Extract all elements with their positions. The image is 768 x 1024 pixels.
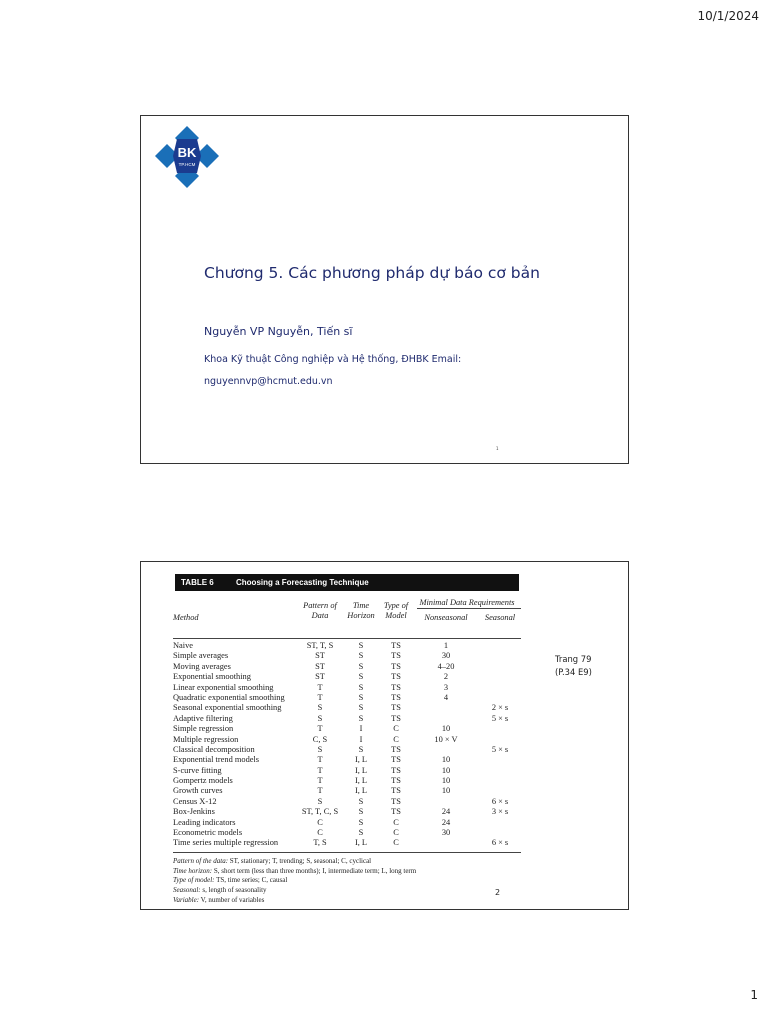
table-row [173,838,521,848]
logo-text: BK [177,145,197,160]
note-label: Variable: [173,896,200,904]
table-row [173,641,521,651]
cell-method: Naive [173,641,193,650]
cell-horizon: I [359,724,363,734]
cell-horizon: S [358,682,364,692]
table-row [173,828,521,838]
logo-subtext: TP.HCM [178,162,196,167]
cell-horizon: S [358,744,364,754]
cell-pattern: S [317,703,323,713]
col-header-model [381,601,411,621]
cell-nonseasonal: 4 [443,692,449,702]
cell-pattern: T [317,755,323,765]
side-note [555,653,592,679]
cell-method: Time series multiple regression [173,838,279,848]
cell-model: TS [391,744,401,754]
col-header-horizon-line2: Horizon [347,611,375,620]
email-line: nguyennvp@hcmut.edu.vn [204,376,333,387]
cell-method: Classical decomposition [173,744,255,754]
cell-pattern: ST [315,672,325,682]
table-row [173,745,521,755]
table-row [173,797,521,807]
cell-method: Leading indicators [173,817,236,827]
cell-method: Simple regression [173,724,234,734]
table-row [173,724,521,734]
cell-horizon: S [358,641,364,650]
cell-nonseasonal: 10 × V [434,734,458,744]
cell-model: C [393,828,399,838]
table-row [173,755,521,765]
col-header-pattern-line2: Data [311,611,329,620]
table-label: TABLE 6 [181,578,214,587]
cell-seasonal: 2 × s [491,703,509,713]
cell-horizon: S [358,661,364,671]
cell-horizon: S [358,672,364,682]
table-title-bar [175,574,519,591]
note-line [173,896,521,906]
cell-pattern: C, S [312,734,328,744]
slide-2 [140,561,629,910]
slide-number: 1 [496,446,499,451]
cell-horizon: S [358,692,364,702]
cell-horizon: S [358,796,364,806]
table-row [173,651,521,661]
note-label: Type of model: [173,876,215,885]
col-header-model-line2: Model [385,611,407,620]
cell-pattern: ST, T, C, S [301,807,339,817]
cell-horizon: S [358,703,364,713]
cell-nonseasonal: 10 [441,724,451,734]
cell-horizon: S [358,651,364,661]
cell-nonseasonal: 10 [441,776,451,786]
col-header-nonseasonal: Nonseasonal [424,613,468,622]
cell-method: Seasonal exponential smoothing [173,703,282,713]
cell-seasonal: 6 × s [491,838,509,848]
cell-pattern: ST, T, S [306,641,334,650]
cell-pattern: C [317,817,323,827]
side-note-line2: (P.34 E9) [555,667,592,677]
cell-method: Exponential smoothing [173,672,251,682]
cell-nonseasonal: 10 [441,755,451,765]
cell-seasonal: 5 × s [491,744,509,754]
cell-nonseasonal: 30 [441,651,451,661]
table-row [173,735,521,745]
cell-pattern: T [317,682,323,692]
col-header-minimal: Minimal Data Requirements [419,598,515,607]
note-line [173,857,521,867]
slide-1 [140,115,629,464]
cell-method: S-curve fitting [173,765,222,775]
cell-method: Exponential trend models [173,755,260,765]
page-number: 1 [750,988,758,1002]
page-date: 10/1/2024 [697,9,759,23]
table-row [173,703,521,713]
cell-model: TS [391,786,401,796]
forecasting-table [173,598,521,906]
table-row [173,714,521,724]
note-text: S, short term (less than three months); I, intermediate term; L, long term [212,866,417,875]
col-header-method: Method [173,613,199,622]
cell-nonseasonal: 24 [441,807,451,817]
cell-method: Gompertz models [173,776,233,786]
col-header-horizon-line1: Time [352,601,370,610]
cell-model: C [393,838,399,848]
cell-seasonal: 5 × s [491,713,509,723]
slide-number-2: 2 [495,888,501,897]
table-row [173,776,521,786]
table-row [173,662,521,672]
cell-method: Quadratic exponential smoothing [173,692,285,702]
cell-model: C [393,734,399,744]
note-line [173,867,521,877]
cell-horizon: I [359,734,363,744]
cell-nonseasonal: 10 [441,765,451,775]
cell-seasonal: 3 × s [491,807,509,817]
header-divider [417,608,521,609]
side-note-line1: Trang 79 [555,654,592,664]
table-row [173,672,521,682]
cell-nonseasonal: 10 [441,786,451,796]
cell-pattern: S [317,713,323,723]
col-header-model-line1: Type of [383,601,409,610]
note-line [173,886,521,896]
cell-model: TS [391,713,401,723]
cell-model: C [393,817,399,827]
cell-pattern: T, S [313,838,327,848]
cell-model: TS [391,755,401,765]
table-row [173,807,521,817]
note-text: s, length of seasonality [200,886,267,895]
bk-logo [155,126,219,188]
table-row [173,786,521,796]
cell-nonseasonal: 4–20 [437,661,455,671]
cell-pattern: S [317,796,323,806]
note-label: Seasonal: [173,886,201,895]
cell-method: Simple averages [173,651,229,661]
cell-model: TS [391,807,401,817]
cell-pattern: T [317,724,323,734]
cell-nonseasonal: 30 [441,828,451,838]
cell-pattern: T [317,692,323,702]
slide-title: Chương 5. Các phương pháp dự báo cơ bản [204,264,540,282]
cell-model: TS [391,796,401,806]
table-notes [173,857,521,906]
cell-horizon: I, L [354,838,368,848]
department-line: Khoa Kỹ thuật Công nghiệp và Hệ thống, ĐHBK Email: [204,354,462,365]
note-text: ST, stationary; T, trending; S, seasonal; C, cyclical [228,856,372,865]
cell-method: Moving averages [173,661,231,671]
table-row [173,693,521,703]
col-header-seasonal: Seasonal [484,613,516,622]
cell-method: Linear exponential smoothing [173,682,274,692]
note-text: TS, time series; C, causal [214,876,288,885]
cell-horizon: I, L [354,776,368,786]
cell-nonseasonal: 2 [443,672,449,682]
cell-nonseasonal: 3 [443,682,449,692]
cell-horizon: S [358,807,364,817]
cell-model: TS [391,682,401,692]
cell-method: Adaptive filtering [173,713,233,723]
cell-method: Box-Jenkins [173,807,215,817]
cell-model: C [393,724,399,734]
note-label: Time horizon: [173,866,213,875]
table-row [173,683,521,693]
cell-pattern: T [317,776,323,786]
col-header-pattern-line1: Pattern of [303,601,337,610]
cell-horizon: S [358,828,364,838]
note-text: V, number of variables [199,896,265,904]
cell-horizon: I, L [354,765,368,775]
table-row [173,766,521,776]
col-header-pattern [297,601,343,621]
cell-model: TS [391,703,401,713]
cell-horizon: S [358,713,364,723]
cell-horizon: I, L [354,786,368,796]
cell-pattern: ST [315,651,325,661]
cell-method: Growth curves [173,786,223,796]
cell-model: TS [391,641,401,650]
cell-model: TS [391,692,401,702]
table-body [173,639,521,853]
cell-horizon: S [358,817,364,827]
cell-pattern: T [317,765,323,775]
cell-pattern: S [317,744,323,754]
note-line [173,876,521,886]
cell-model: TS [391,765,401,775]
table-header-row [173,598,521,639]
cell-pattern: T [317,786,323,796]
cell-model: TS [391,651,401,661]
cell-nonseasonal: 24 [441,817,451,827]
table-title: Choosing a Forecasting Technique [236,578,369,587]
cell-horizon: I, L [354,755,368,765]
author-line: Nguyễn VP Nguyễn, Tiến sĩ [204,325,353,338]
cell-nonseasonal: 1 [443,641,449,650]
cell-model: TS [391,672,401,682]
cell-pattern: ST [315,661,325,671]
note-label: Pattern of the data: [173,856,229,865]
table-row [173,818,521,828]
cell-model: TS [391,661,401,671]
cell-seasonal: 6 × s [491,796,509,806]
col-header-horizon [345,601,377,621]
cell-pattern: C [317,828,323,838]
cell-method: Econometric models [173,828,243,838]
cell-model: TS [391,776,401,786]
cell-method: Census X-12 [173,796,217,806]
cell-method: Multiple regression [173,734,239,744]
